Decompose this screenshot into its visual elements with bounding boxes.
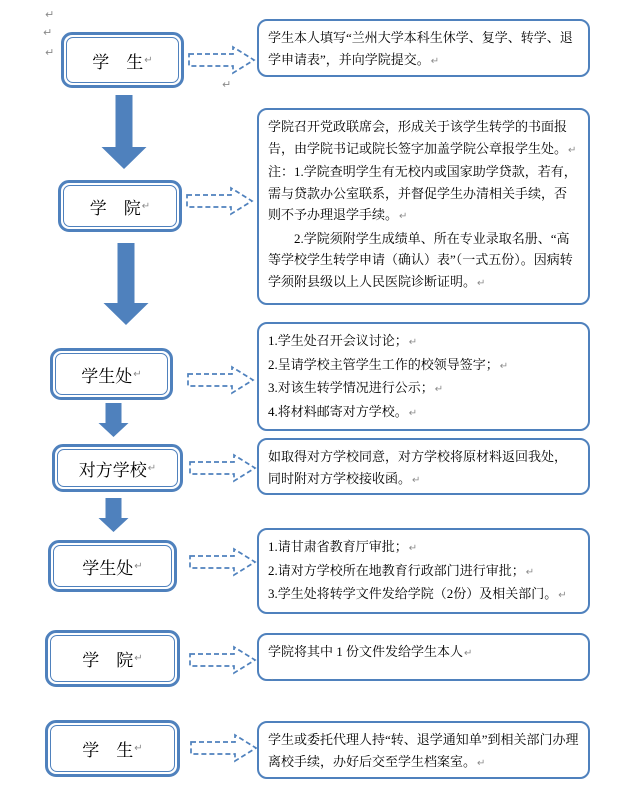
flow-node-label: 学生处 <box>81 366 133 386</box>
paragraph-return-mark: ↵ <box>134 653 143 664</box>
dashed-right-arrow[interactable] <box>186 186 254 216</box>
flow-node-label: 学 院 <box>82 651 134 670</box>
paragraph-return-mark: ↵ <box>141 200 151 212</box>
note-paragraph <box>268 665 579 687</box>
paragraph-return-mark: ↵ <box>147 462 157 474</box>
note-paragraph: 3.学生处将转学文件发给学院（2份）及相关部门。↵ <box>268 586 567 601</box>
paragraph-return-mark: ↵ <box>477 757 486 769</box>
paragraph-return-mark: ↵ <box>45 8 55 21</box>
paragraph-return-mark: ↵ <box>499 360 509 372</box>
down-arrow[interactable] <box>98 498 129 532</box>
dashed-right-arrow[interactable] <box>189 547 257 577</box>
paragraph-return-mark: ↵ <box>434 384 444 395</box>
flow-node-label: 学 生 <box>82 741 134 760</box>
flow-node-inner-border <box>63 185 177 227</box>
note-paragraph: 2.学院须附学生成绩单、所在专业录取名册、“高等学校学生转学申请（确认）表”（一式五份）。因病转学须附县级以上人民医院诊断证明。↵ <box>268 230 573 289</box>
flow-node-student[interactable] <box>61 32 184 88</box>
note-paragraph: 注：1.学院查明学生有无校内或国家助学贷款，若有，需与贷款办公室联系，并督促学生办清相关手续，否则不予办理退学手续。↵ <box>268 164 577 222</box>
down-arrow[interactable] <box>100 95 148 169</box>
paragraph-return-mark: ↵ <box>477 277 486 289</box>
paragraph-return-mark: ↵ <box>464 648 473 659</box>
note-paragraph: 学生或委托代理人持“转、退学通知单”到相关部门办理离校手续，办好后交至学生档案室。↵ <box>268 732 579 769</box>
flow-node-student-2[interactable] <box>45 720 180 777</box>
dashed-right-arrow[interactable] <box>190 733 258 763</box>
dashed-right-arrow[interactable] <box>189 645 257 675</box>
note-student-leaving-procedure[interactable] <box>257 721 590 779</box>
note-target-school-reply[interactable] <box>257 438 590 495</box>
flow-node-inner-border <box>57 449 178 487</box>
flow-node-label: 学 院 <box>89 198 141 218</box>
paragraph-return-mark: ↵ <box>43 26 53 39</box>
paragraph-return-mark: ↵ <box>412 474 421 486</box>
paragraph-return-mark: ↵ <box>408 543 418 554</box>
paragraph-return-mark: ↵ <box>408 337 418 348</box>
paragraph-return-mark: ↵ <box>134 560 143 572</box>
paragraph-return-mark: ↵ <box>408 407 418 419</box>
paragraph-return-mark: ↵ <box>430 55 440 67</box>
note-paragraph: 2.请对方学校所在地教育行政部门进行审批；↵ <box>268 562 535 578</box>
paragraph-return-mark: ↵ <box>222 78 232 91</box>
flow-node-label: 学生处 <box>82 558 134 578</box>
note-paragraph: 1.请甘肃省教育厅审批；↵ <box>268 539 418 554</box>
dashed-right-arrow[interactable] <box>187 365 255 395</box>
stray-dot-mark: . <box>271 671 274 682</box>
paragraph-return-mark: ↵ <box>144 54 153 66</box>
paragraph-return-mark: ↵ <box>399 211 408 222</box>
note-paragraph: 1.学生处召开会议讨论；↵ <box>268 333 418 348</box>
note-paragraph: 学生本人填写“兰州大学本科生休学、复学、转学、退学申请表”，并向学院提交。↵ <box>268 30 573 67</box>
note-paragraph: 3.对该生转学情况进行公示；↵ <box>268 380 444 395</box>
paragraph-return-mark: ↵ <box>133 368 142 380</box>
note-approval-steps[interactable] <box>257 528 590 614</box>
flow-node-inner-border <box>50 635 175 682</box>
flow-node-inner-border <box>53 545 172 587</box>
note-paragraph: 学院将其中 1 份文件发给学生本人↵ <box>268 644 473 659</box>
flow-node-inner-border <box>50 725 175 772</box>
note-paragraph: 如取得对方学校同意，对方学校将原材料返回我处，同时附对方学校接收函。↵ <box>268 449 568 486</box>
flow-node-label: 学 生 <box>92 52 144 72</box>
paragraph-return-mark: ↵ <box>558 590 567 601</box>
dashed-right-arrow[interactable] <box>188 45 256 75</box>
flow-node-label: 对方学校 <box>78 460 147 480</box>
flow-node-college[interactable] <box>58 180 182 232</box>
dashed-right-arrow[interactable] <box>189 453 257 483</box>
note-paragraph: 2.呈请学校主管学生工作的校领导签字；↵ <box>268 356 509 372</box>
flow-node-student-affairs-office[interactable] <box>50 348 173 400</box>
paragraph-return-mark: ↵ <box>134 743 143 754</box>
flow-node-target-school[interactable] <box>52 444 183 492</box>
note-college-report[interactable] <box>257 108 590 305</box>
down-arrow[interactable] <box>102 243 150 325</box>
flow-node-inner-border <box>66 37 179 83</box>
paragraph-return-mark: ↵ <box>568 144 577 156</box>
note-college-sends-file[interactable] <box>257 633 590 681</box>
down-arrow[interactable] <box>98 403 129 437</box>
flow-node-inner-border <box>55 353 168 395</box>
note-student-affairs-steps[interactable] <box>257 322 590 431</box>
note-paragraph: 4.将材料邮寄对方学校。↵ <box>268 403 418 419</box>
note-student-application[interactable] <box>257 19 590 77</box>
paragraph-return-mark: ↵ <box>45 46 55 59</box>
flow-node-student-affairs-office-2[interactable] <box>48 540 177 592</box>
note-paragraph: 学院召开党政联席会，形成关于该学生转学的书面报告，由学院书记或院长签字加盖学院公章报学生处。↵ <box>268 119 577 156</box>
flow-node-college-2[interactable] <box>45 630 180 687</box>
paragraph-return-mark: ↵ <box>525 566 535 578</box>
